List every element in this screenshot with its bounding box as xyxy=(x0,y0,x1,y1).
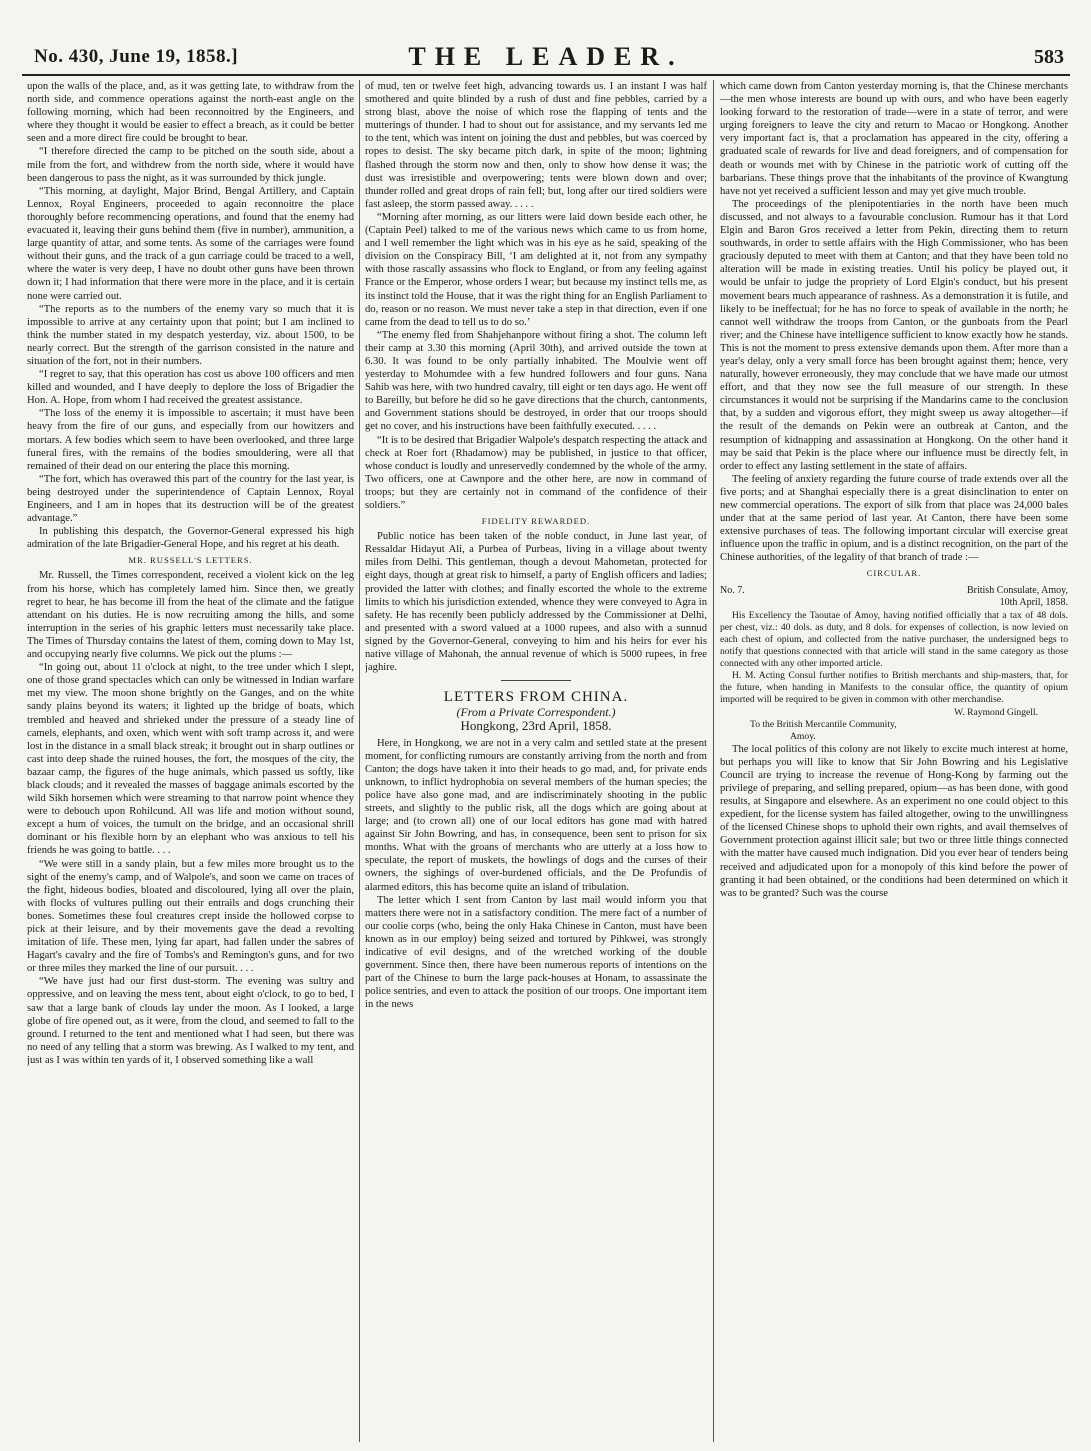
section-heading: MR. RUSSELL'S LETTERS. xyxy=(128,555,253,566)
paragraph: “I regret to say, that this operation has cost us above 100 officers and men killed and wounded, and I have deeply to deplore the loss of Brigadier the Hon. A. Hope, from whom I had received the greatest assistance. xyxy=(27,369,354,407)
paragraph: “I therefore directed the camp to be pitched on the south side, about a mile from the fort, and withdrew from the north side, where it would have been dangerous to pass the night, as it was surrounded by thick jungle. xyxy=(27,146,354,184)
paragraph: of mud, ten or twelve feet high, advancing towards us. I an instant I was half smothered and quite blinded by a rush of dust and fine pebbles, carried by a strong blast, above the noise of which rose the flapping of tents and the mutterings of thunder. I had to shout out for assistance, and my servants led me to the tent, which was intent on joining the dust and pebbles, but was coerced by ropes to desist. The sky became pitch dark, in spite of the moon; lightning flashed through the storm now and then, only to show how dense it was; the dust was irresistible and overpowering; tents were blown down and over; thunder rolled and great drops of rain fell; but, long after our tired soldiers were fast asleep, the storm passed away. . . . . xyxy=(365,81,707,210)
paragraph: The local politics of this colony are not likely to excite much interest at home, but perhaps you will like to know that Sir John Bowring and his Legislative Council are trying to increase the revenue of Hong-Kong by farming out the privilege of preparing, and selling prepared, opium—as has been done, with good results, at Singapore and elsewhere. As an experiment no one could object to this expedient, for the license system has failed altogether, owing to the unwillingness of the licensed Chinese shops to uphold their own rights, and avail themselves of Government protection against illicit sale; but two or three little things connected with the matter have caused much indignation. Did you ever hear of tenders being received and adjudicated upon for a monopoly of this kind before the power of granting it had been obtained, or the conditions had been determined on which it was to be granted? Such was the course xyxy=(720,743,1068,899)
column-rule xyxy=(713,80,714,1442)
addressee xyxy=(720,719,1068,743)
masthead xyxy=(22,40,1070,76)
paragraph: which came down from Canton yesterday morning is, that the Chinese merchants—the men whose interests are bound up with ours, and who have been eagerly looking forward to the restoration of trade—were in a state of terror, and were urging foreigners to leave the city and return to Macao or Hongkong. Another very important fact is, that a proclamation has appeared in the city, offering a graduated scale of rewards for live and dead foreigners, and of compensation for death or wounds met with by Chinese in the patriotic work of cutting off the barbarians. These things prove that the inhabitants of the province of Kwangtung have not yet received a sufficient lesson and may yet give much trouble. xyxy=(720,81,1068,197)
paragraph: “We were still in a sandy plain, but a few miles more brought us to the sight of the enemy's camp, and of Walpole's, and soon we came on traces of the fight, hideous bodies, bloated and discoloured, lying all over the plain, with flocks of vultures pulling out their entrails and dogs crunching their bones. Sometimes these foul creatures crept inside the hollowed corpse to pick at their leisure, and by their movements gave the dead a revolting imitation of life. These men, lying far apart, had fallen under the sabres of Hagart's cavalry and the fire of Tombs's and Remington's guns, and for two or three miles they marked the line of our pursuit. . . . xyxy=(27,858,354,975)
addressee-line: To the British Mercantile Community, xyxy=(750,718,897,730)
section-heading: FIDELITY REWARDED. xyxy=(481,516,591,527)
circular-body xyxy=(720,610,1068,706)
divider xyxy=(501,680,571,681)
paragraph: “The reports as to the numbers of the enemy vary so much that it is impossible to arrive at any certainty upon that point; but I am inclined to think the number stated in my despatch yesterday, viz. about 1500, to be nearly correct. But the strength of the garrison consisted in the nature and situation of the fort, not in their numbers. xyxy=(27,303,354,367)
newspaper-title: THE LEADER. xyxy=(408,42,684,71)
article-byline: (From a Private Correspondent.) xyxy=(456,705,616,720)
issue-info: No. 430, June 19, 1858.] xyxy=(34,46,239,67)
paragraph: upon the walls of the place, and, as it was getting late, to withdraw from the north side, and commence operations against the north-east angle on the following morning, which had been reconnoitred by the Engineers, and where they thought it would be easier to effect a breach, as it could be better seen and a more direct fire could be brought to bear. xyxy=(27,81,354,145)
column-3 xyxy=(720,80,1068,1442)
paragraph: Here, in Hongkong, we are not in a very calm and settled state at the present moment, for conflicting rumours are constantly arriving from the north and from Canton; the dogs have taken it into their heads to go mad, and, for private ends unknown, to inflict hydrophobia on several members of the human species; the police have also gone mad, and are indiscriminately shooting in the public streets, and slightly to the public risk, all the dogs which are going about at large; and (to crown all) one of our local editors has gone mad with hatred against Sir John Bowring, and has, in consequence, been sent to prison for six months. What with the groans of merchants who are utterly at a loss how to speculate, the report of muskets, the howlings of dogs and the curses of their owners, the sighings of over-burdened officials, and the De Profundis of alarmed editors, this has become quite an island of tribulation. xyxy=(365,737,707,893)
column-rule xyxy=(359,80,360,1442)
circular-place: British Consulate, Amoy, xyxy=(966,584,1068,596)
section-heading: CIRCULAR. xyxy=(866,568,922,579)
paragraph: “In going out, about 11 o'clock at night, to the tree under which I slept, one of those grand spectacles which can only be witnessed in Indian warfare met my view. The moon shone brightly on the Ganges, and on the white sandy plains beyond its waters; it lighted up the bridge of boats, which trembled and heaved and shrieked under the pressure of a steady line of camels, elephants, and oxen, which went with soft tramp across it, and were lost in the distance in a small black streak; it brought out in sharp outlines or cast into deep shade the ruined houses, the fort, the mosques of the city, the bazaar camp, the figures of the huge animals, which passed us softly, like black clouds; and it revealed the masses of baggage animals escorted by the wild Sikh horsemen which were streaming to that narrow point whence they were to debouch upon Rohilcund. All was life and motion without sound, except a hum of voices, the tumult on the bridge, and an occasional shrill dominant or his flexible horn by an elephant who was anxious to tell his friends he was going to battle. . . . xyxy=(27,662,354,857)
paragraph: In publishing this despatch, the Governor-General expressed his high admiration of the late Brigadier-General Hope, and his regret at his death. xyxy=(27,526,354,551)
paragraph: H. M. Acting Consul further notifies to British merchants and ship-masters, that, for the future, when handing in Manifests to the consular office, the quantity of opium imported will be required to be given in common with other merchandise. xyxy=(720,669,1068,705)
paragraph: “We have just had our first dust-storm. The evening was sultry and oppressive, and on leaving the mess tent, about eight o'clock, to go to bed, I saw that a large bank of clouds lay under the moon. As I looked, a large globe of fire opened out, as it were, from the cloud, and seemed to fall to the ground. I returned to the tent and mentioned what I had seen, but there was no need of any telling that a storm was brewing. As I walked to my tent, and just as I was within ten yards of it, I observed something like a wall xyxy=(27,976,354,1066)
paragraph: The feeling of anxiety regarding the future course of trade extends over all the five ports; and at Shanghai especially there is a great disinclination to enter on new commercial operations. The export of silk from that place was 24,000 bales under that at the same period of last year. At Canton, there have been some extensive purchases of teas. The following important circular will exercise great influence upon the traffic in opium, and is a distinct recognition, on the part of the Chinese authorities, of the legality of that branch of trade :— xyxy=(720,473,1068,564)
article-dateline: Hongkong, 23rd April, 1858. xyxy=(460,718,612,734)
paragraph: “The enemy fled from Shahjehanpore without firing a shot. The column left their camp at 3.30 this morning (April 30th), and arrived outside the town at 6.30. It was found to be only partially inhabited. The Moulvie went off yesterday to Mohumdee with a few hundred followers and four guns. Nana Sahib was here, with two hundred cavalry, till eight or ten days ago. He went off to Bareilly, but before he did so he gave directions that the church, cantonments, and Government stations should be destroyed, in order that our troops should get no cover, and his instructions have been faithfully executed. . . . . xyxy=(365,329,707,433)
article-title: LETTERS FROM CHINA. xyxy=(443,689,629,706)
paragraph: “The loss of the enemy it is impossible to ascertain; it must have been heavy from the fire of our guns, and especially from our howitzers and mortars. A few bodies which seem to have been overlooked, and three large funeral fires, with the remains of the bodies smouldering, were all that remained of their dead on our entering the place this morning. xyxy=(27,408,354,472)
paragraph: Mr. Russell, the Times correspondent, received a violent kick on the leg from his horse, which has completely lamed him. Since then, we greatly regret to hear, he has become ill from the heat of the climate and the fatigue attendant on his duties. He is now recruiting among the hills, and some interruption in the series of his graphic letters must necessarily take place. The Times of Thursday contains the latest of them, coming down to May 1st, and occupying nearly five columns. We pick out the plums :— xyxy=(27,570,354,661)
paragraph: “This morning, at daylight, Major Brind, Bengal Artillery, and Captain Lennox, Royal Engineers, proceeded to again reconnoitre the place thoroughly before recommencing operations, and found that the enemy had evacuated it, leaving their guns behind them (five in number), ammunition, a large quantity of attar, and some tents. As some of the carriages were found without their guns, and the track of a gun carriage could be traced to a well, where the water is very deep, I have no doubt other guns have been thrown down it; I had information that there were more in the place, and it is certain none were carried out. xyxy=(27,185,354,302)
paragraph: Public notice has been taken of the noble conduct, in June last year, of Ressaldar Hidayut Ali, a Purbea of Purbeas, living in a village about twenty miles from Delhi. This gentleman, though a devout Mahometan, protected for eight days, though at great risk to himself, a party of English officers and ladies; provided the latter with clothes; and finally escorted the whole to the extreme limits to which his jurisdiction extended, whence they were conveyed to Agra in safety. He has recently been publicly addressed by the Commissioner at Delhi, and presented with a sword valued at a 1000 rupees, and also with a sunnud signed by the Governor-General, conveying to him and his heirs for ever his native village of Mahonah, the annual revenue of which is 5000 rupees, in free jaghire. xyxy=(365,531,707,674)
paragraph: “The fort, which has overawed this part of the country for the last year, is being destroyed under the superintendence of Captain Lennox, Royal Engineers, and I am in hopes that its destruction will be of the greatest advantage.” xyxy=(27,473,354,525)
circular-number: No. 7. xyxy=(720,584,745,596)
signature: W. Raymond Gingell. xyxy=(954,706,1038,718)
page-number: 583 xyxy=(1034,46,1064,68)
paragraph: “It is to be desired that Brigadier Walpole's despatch respecting the attack and check at Roer fort (Rhadamow) may be published, in justice to that officer, whose conduct is loudly and unreservedly condemned by the whole of the army. Two officers, one at Cawnpore and the other here, are now in command of troops; but they are certainly not in command of the confidence of their soldiers.” xyxy=(365,434,707,511)
circular-date: 10th April, 1858. xyxy=(999,597,1068,609)
addressee-line: Amoy. xyxy=(790,730,816,742)
paragraph: The letter which I sent from Canton by last mail would inform you that matters there were not in a satisfactory condition. The mere fact of a number of our coolie corps (who, being the only Haka Chinese in Canton, must have been known as in our employ) being seized and tortured by Pihkwei, was strongly indicative of evil designs, and of the wretched working of the double government. Since then, there have been numerous reports of intentions on the part of the Chinese to burn the large pack-houses at Honam, to assassinate the police sentries, and even to attack the position of our troops. One important item in the news xyxy=(365,894,707,1011)
column-1 xyxy=(27,80,354,1442)
circular-place-date xyxy=(967,585,1068,610)
paragraph: His Excellency the Taoutae of Amoy, having notified officially that a tax of 48 dols. per chest, viz.: 40 dols. as duty, and 8 dols. for expenses of collection, is now levied on each chest of opium, and collected from the native purchaser, the undersigned begs to notify that questions connected with that article will stand in the same category as those connected with any other imported article. xyxy=(720,609,1068,669)
column-2 xyxy=(365,80,707,1442)
circular-header xyxy=(720,585,1068,610)
paragraph: The proceedings of the plenipotentiaries in the north have been much discussed, and not always to a favourable conclusion. Rumour has it that Lord Elgin and Baron Gros received a letter from Pekin, directing them to return southwards, in order to settle affairs with the High Commissioner, who has been graciously deputed to meet with them at Canton; and that they have been told no alteration will be made in existing treaties. Until his policy be played out, it would be unfair to judge the propriety of Lord Elgin's conduct, but his present movement bears much appearance of rashness. As a demonstration it is futile, and likely to be ineffectual; for he has no force to speak of available in the north; he cannot well withdraw the troops from Canton, or the gunboats from the Pearl river; and the Chinese have intelligence sufficient to know exactly how he stands. This is not the moment to press extensive demands upon them. After more than a year's delay, only a very small force has been brought against them; hence, very naturally, however erroneously, they may conclude that we have made our utmost effort, and that they now see the full measure of our strength. In these circumstances it would not be surprising if the Mandarins came to the conclusion that, by a sudden and vigorous effort, they might sweep us away altogether—if the result of the demands on Pekin were an outbreak at Canton, and the resumption of kidnapping and assassination at Hongkong. On the other hand it may be said that Pekin is the place where our influence must be directly felt, in order to effect any lasting settlement in the state of affairs. xyxy=(720,198,1068,472)
paragraph: “Morning after morning, as our litters were laid down beside each other, he (Captain Peel) talked to me of the various news which came to us from home, and I well remember the light which was in his eye as he said, speaking of the division on the Conspiracy Bill, ‘I am delighted at it, not from any sympathy with those rascally assassins who flock to England, or from any feeling against France or the Emperor, whose orders I wear; but because my instinct tells me, as its instinct told the House, that it was the right thing for an English Parliament to do, reason or no reason. We must never take a step in that direction, even if one came from the dead to tell us to do so.’ xyxy=(365,211,707,328)
